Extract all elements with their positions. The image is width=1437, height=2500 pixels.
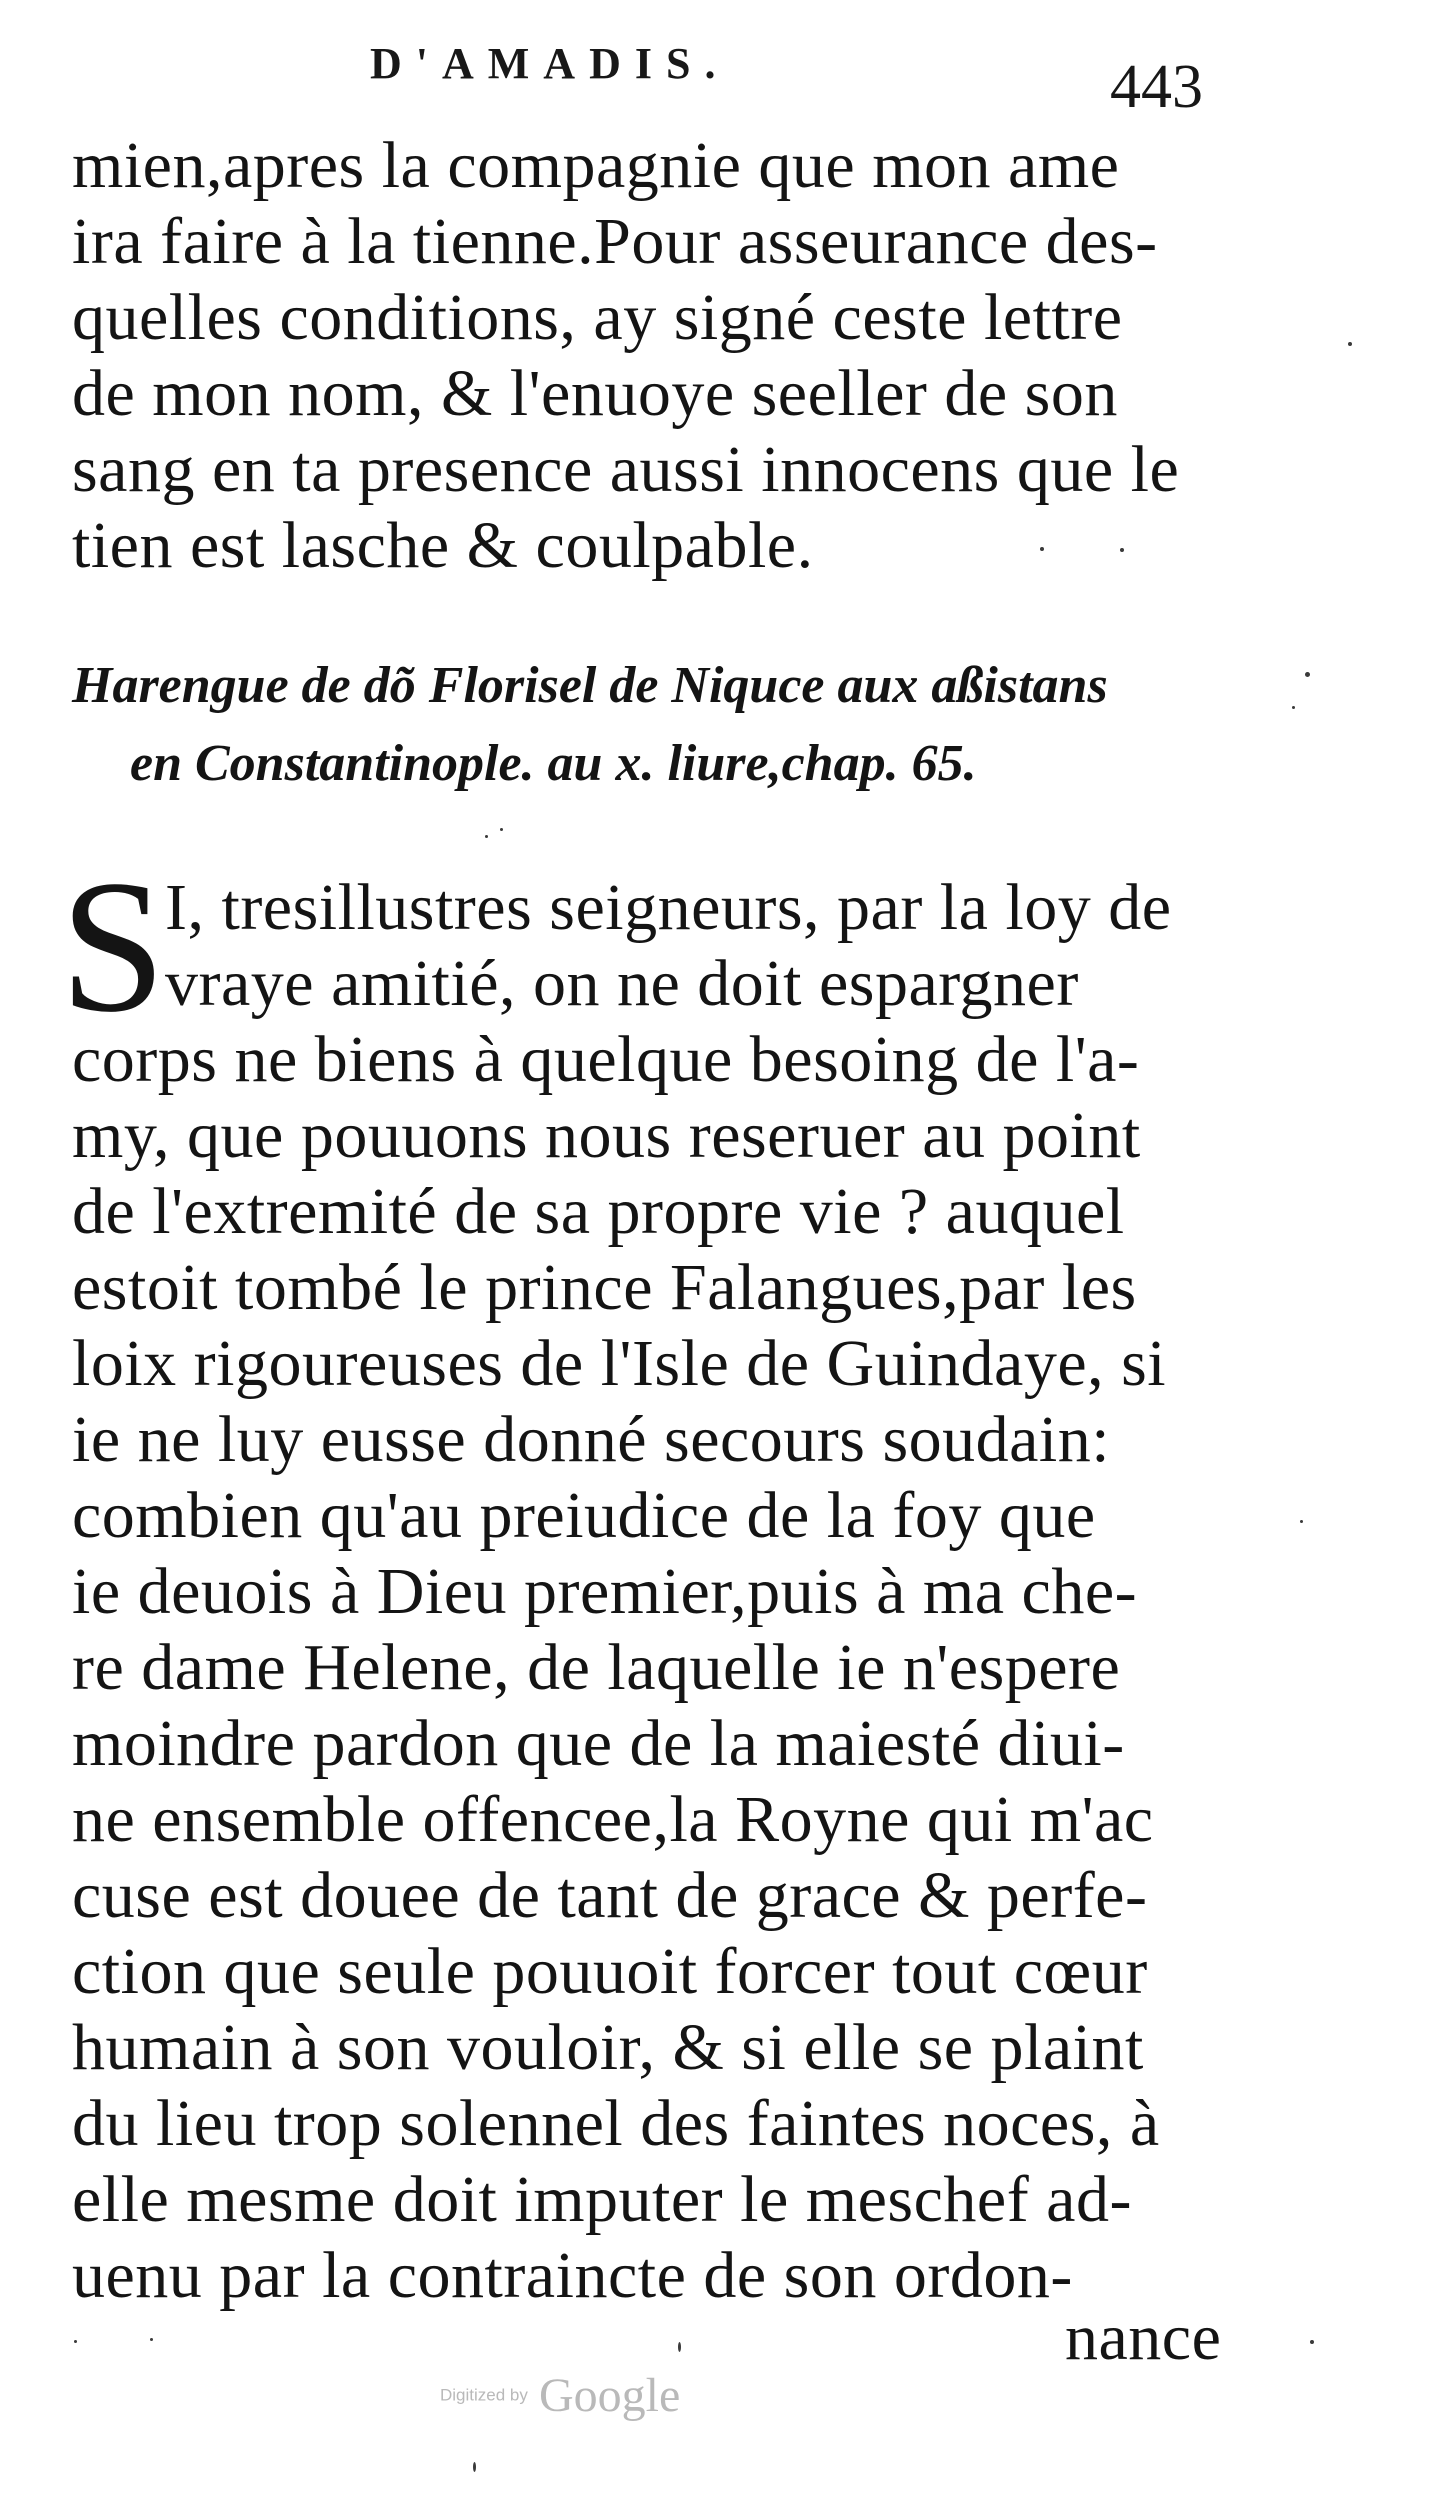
speech-line: ie deuois à Dieu premier,puis à ma che- (72, 1555, 1138, 1628)
letter-line: tien est lasche & coulpable. (72, 509, 814, 582)
section-heading-line: Harengue de dõ Florisel de Niquce aux aßistans (72, 657, 1108, 714)
letter-line: mien,apres la compagnie que mon ame (72, 129, 1120, 202)
scan-speck (150, 2338, 153, 2341)
scan-speck (485, 835, 488, 838)
letter-line: ira faire à la tienne.Pour asseurance des- (72, 205, 1158, 278)
speech-line: ne ensemble offencee,la Royne qui m'ac (72, 1783, 1154, 1856)
scan-speck (1120, 548, 1124, 552)
scan-speck (1300, 1520, 1303, 1523)
scan-speck (1040, 547, 1044, 551)
speech-line: du lieu trop solennel des faintes noces, à (72, 2087, 1160, 2160)
speech-line: cuse est douee de tant de grace & perfe- (72, 1859, 1148, 1932)
speech-line: humain à son vouloir, & si elle se plaint (72, 2011, 1144, 2084)
speech-line: I, tresillustres seigneurs, par la loy de (165, 871, 1172, 944)
speech-line: elle mesme doit imputer le meschef ad- (72, 2163, 1132, 2236)
speech-line: combien qu'au preiudice de la foy que (72, 1479, 1096, 1552)
speech-line: vraye amitié, on ne doit espargner (165, 947, 1079, 1020)
speech-line: moindre pardon que de la maiesté diui- (72, 1707, 1125, 1780)
scan-speck (74, 2340, 77, 2343)
speech-line: corps ne biens à quelque besoing de l'a- (72, 1023, 1140, 1096)
letter-line: sang en ta presence aussi innocens que le (72, 433, 1180, 506)
scan-speck (1310, 2340, 1314, 2344)
speech-line: my, que pouuons nous reseruer au point (72, 1099, 1141, 1172)
scan-speck (1305, 672, 1310, 677)
scan-speck (1292, 706, 1295, 709)
scan-speck (678, 2342, 681, 2352)
speech-line: loix rigoureuses de l'Isle de Guindaye, si (72, 1327, 1167, 1400)
running-title: D'AMADIS. (370, 39, 730, 88)
scan-speck (1348, 342, 1352, 346)
page-number: 443 (1110, 53, 1203, 121)
speech-line: de l'extremité de sa propre vie ? auquel (72, 1175, 1125, 1248)
drop-cap: S (60, 842, 166, 1052)
digitized-by-google-watermark (440, 2368, 680, 2423)
speech-line: uenu par la contraincte de son ordon- (72, 2239, 1073, 2312)
scan-speck (473, 2462, 476, 2472)
speech-line: re dame Helene, de laquelle ie n'espere (72, 1631, 1121, 1704)
speech-line: ie ne luy eusse donné secours soudain: (72, 1403, 1111, 1476)
scan-speck (500, 828, 503, 831)
section-heading-line: en Constantinople. au x. liure,chap. 65. (130, 735, 977, 792)
speech-line: ction que seule pouuoit forcer tout cœur (72, 1935, 1148, 2008)
catchword: nance (1065, 2301, 1222, 2374)
google-logo: Google (538, 2369, 681, 2422)
letter-line: quelles conditions, ay signé ceste lettre (72, 281, 1123, 354)
digitized-by-label: Digitized by (440, 2385, 528, 2405)
letter-line: de mon nom, & l'enuoye seeller de son (72, 357, 1118, 430)
speech-line: estoit tombé le prince Falangues,par les (72, 1251, 1137, 1324)
